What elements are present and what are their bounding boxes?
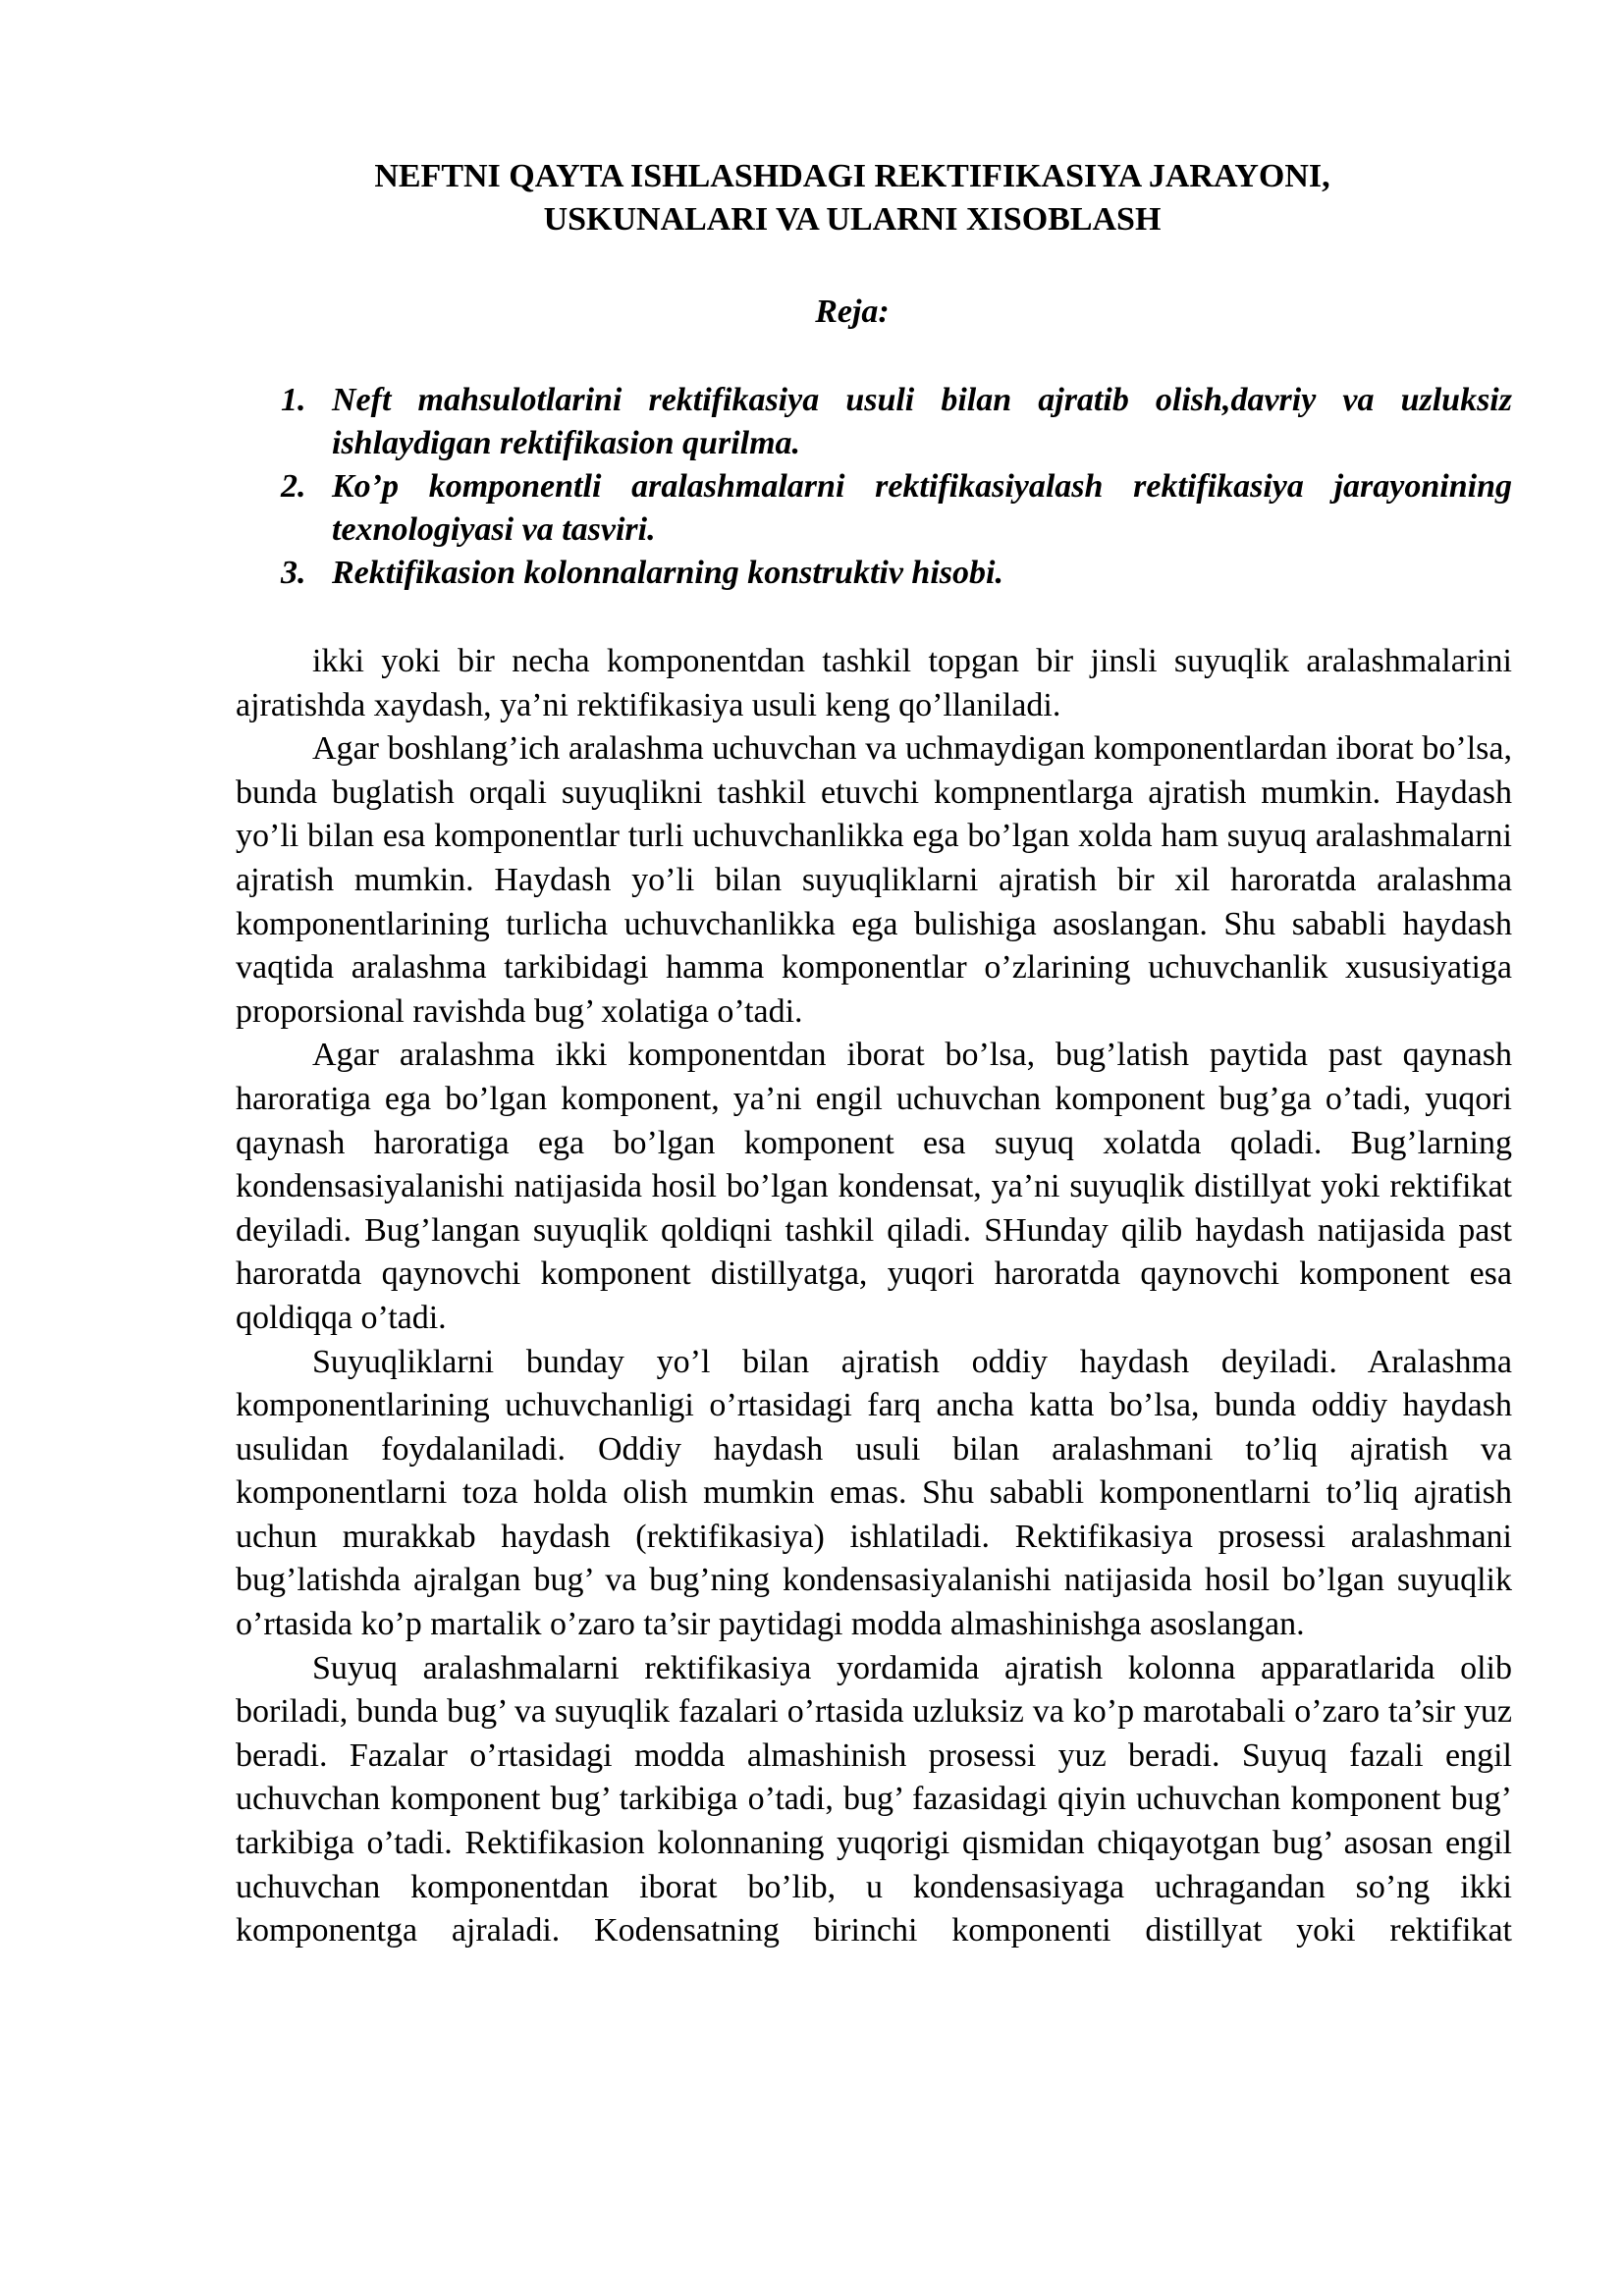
paragraph-1: ikki yoki bir necha komponentdan tashkil topgan bir jinsli suyuqlik aralashmalarini ajratishda xaydash, ya’ni rektifikasiya usuli keng qo’llaniladi. bbox=[236, 643, 1512, 723]
paragraph-4: Suyuqliklarni bunday yo’l bilan ajratish oddiy haydash deyiladi. Aralashma komponentlarining uchuvchanligi o’rtasidagi farq ancha katta bo’lsa, bunda oddiy haydash usulidan foydalaniladi. Oddiy haydash usuli bilan aralashmani to’liq ajratish va komponentlarni toza holda olish mumkin emas. Shu sababli komponentlarni to’liq ajratish uchun murakkab haydash (rektifikasiya) ishlatiladi. Rektifikasiya prosessi aralashmani bug’latishda ajralgan bug’ va bug’ning kondensasiyalanishi natijasida hosil bo’lgan suyuqlik o’rtasida ko’p martalik o’zaro ta’sir paytidagi modda almashinishga asoslangan. bbox=[236, 1343, 1512, 1643]
body-text bbox=[236, 640, 1512, 1953]
paragraph-3: Agar aralashma ikki komponentdan iborat bo’lsa, bug’latish paytida past qaynash haroratiga ega bo’lgan komponent, ya’ni engil uchuvchan komponent bug’ga o’tadi, yuqori qaynash haroratiga ega bo’lgan komponent esa suyuq xolatda qoladi. Bug’larning kondensasiyalanishi natijasida hosil bo’lgan kondensat, ya’ni suyuqlik distillyat yoki rektifikat deyiladi. Bug’langan suyuqlik qoldiqni tashkil qiladi. SHunday qilib haydash natijasida past haroratda qaynovchi komponent distillyatga, yuqori haroratda qaynovchi komponent esa qoldiqqa o’tadi. bbox=[236, 1037, 1512, 1336]
plan-item-3 bbox=[281, 552, 1512, 595]
plan-item-number: 3. bbox=[281, 555, 306, 591]
plan-heading: Reja: bbox=[815, 294, 890, 330]
plan-item-text: Rektifikasion kolonnalarning konstruktiv hisobi. bbox=[332, 555, 1003, 591]
plan-item-number: 2. bbox=[281, 468, 306, 505]
plan-list bbox=[281, 379, 1512, 595]
plan-item-number: 1. bbox=[281, 382, 306, 418]
document-title bbox=[236, 155, 1469, 241]
plan-item-text: Ko’p komponentli aralashmalarni rektifikasiyalash rektifikasiya jarayonining texnologiyasi va tasviri. bbox=[332, 468, 1512, 548]
title-line-2: USKUNALARI VA ULARNI XISOBLASH bbox=[543, 201, 1162, 238]
plan-item-text: Neft mahsulotlarini rektifikasiya usuli bilan ajratib olish,davriy va uzluksiz ishlaydigan rektifikasion qurilma. bbox=[332, 382, 1512, 461]
title-line-1: NEFTNI QAYTA ISHLASHDAGI REKTIFIKASIYA JARAYONI, bbox=[374, 158, 1330, 194]
paragraph-2: Agar boshlang’ich aralashma uchuvchan va uchmaydigan komponentlardan iborat bo’lsa, bunda buglatish orqali suyuqlikni tashkil etuvchi kompnentlarga ajratish mumkin. Haydash yo’li bilan esa komponentlar turli uchuvchanlikka ega bo’lgan xolda ham suyuq aralashmalarni ajratish mumkin. Haydash yo’li bilan suyuqliklarni ajratish bir xil haroratda aralashma komponentlarining turlicha uchuvchanlikka ega bulishiga asoslangan. Shu sababli haydash vaqtida aralashma tarkibidagi hamma komponentlar o’zlarining uchuvchanlik xususiyatiga proporsional ravishda bug’ xolatiga o’tadi. bbox=[236, 730, 1512, 1030]
paragraph-5: Suyuq aralashmalarni rektifikasiya yordamida ajratish kolonna apparatlarida olib boriladi, bunda bug’ va suyuqlik fazalari o’rtasida uzluksiz va ko’p marotabali o’zaro ta’sir yuz beradi. Fazalar o’rtasidagi modda almashinish prosessi yuz beradi. Suyuq fazali engil uchuvchan komponent bug’ tarkibiga o’tadi, bug’ fazasidagi qiyin uchuvchan komponent bug’ tarkibiga o’tadi. Rektifikasion kolonnaning yuqorigi qismidan chiqayotgan bug’ asosan engil uchuvchan komponentdan iborat bo’lib, u kondensasiyaga uchragandan so’ng ikki komponentga ajraladi. Kodensatning birinchi komponenti distillyat yoki rektifikat bbox=[236, 1649, 1512, 1949]
plan-item-2 bbox=[281, 465, 1512, 552]
plan-item-1 bbox=[281, 379, 1512, 465]
